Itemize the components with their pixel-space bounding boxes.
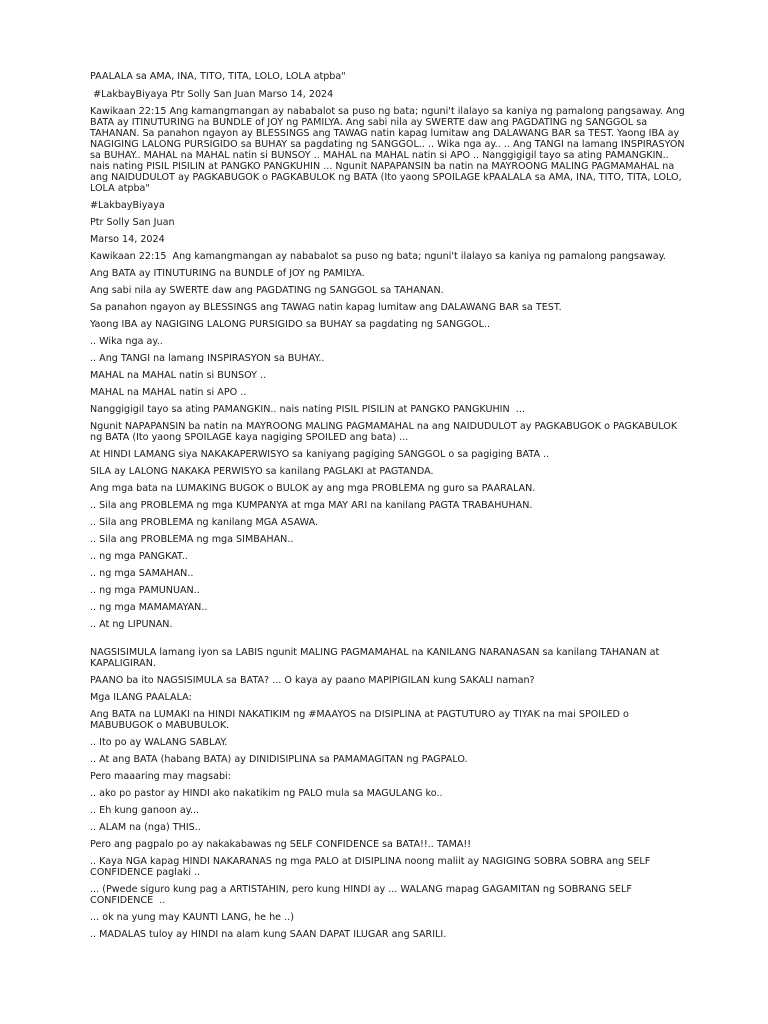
body-paragraph: .. At ng LIPUNAN. <box>90 619 173 630</box>
body-paragraph: Mga ILANG PAALALA: <box>90 692 192 703</box>
body-paragraph: At HINDI LAMANG siya NAKAKAPERWISYO sa kaniyang pagiging SANGGOL o sa pagiging BATA .. <box>90 449 550 460</box>
document-body <box>90 71 686 946</box>
body-paragraph: Ang sabi nila ay SWERTE daw ang PAGDATING ng SANGGOL sa TAHANAN. <box>90 285 444 296</box>
body-paragraph: .. ng mga PANGKAT.. <box>90 551 188 562</box>
summary-paragraph: Kawikaan 22:15 Ang kamangmangan ay nababalot sa puso ng bata; nguni't ilalayo sa kaniya ng pamalong pangsaway. Ang BATA ay ITINUTURING na BUNDLE of JOY ng PAMILYA. Ang sabi nila ay SWERTE daw ang PAGDATING ng SANGGOL sa TAHANAN. Sa panahon ngayon ay BLESSINGS ang TAWAG natin kapag lumitaw ang DALAWANG BAR sa TEST. Yaong IBA ay NAGIGING LALONG PURSIGIDO sa BUHAY sa pagdating ng SANGGOL.. .. Wika nga ay.. .. Ang TANGI na lamang INSPIRASYON sa BUHAY.. MAHAL na MAHAL natin si BUNSOY .. MAHAL na MAHAL natin si APO .. Nanggigigil tayo sa ating PAMANGKIN.. nais nating PISIL PISILIN at PANGKO PANGKUHIN ... Ngunit NAPAPANSIN ba natin na MAYROONG MALING PAGMAMAHAL na ang NAIDUDULOT ay PAGKABUGOK o PAGKABULOK ng BATA (Ito yaong SPOILAGE kPAALALA sa AMA, INA, TITO, TITA, LOLO, LOLA atpba" <box>90 106 688 194</box>
body-paragraph: .. ng mga MAMAMAYAN.. <box>90 602 208 613</box>
author-line: Ptr Solly San Juan <box>90 217 175 228</box>
body-paragraph: Ang BATA ay ITINUTURING na BUNDLE of JOY ng PAMILYA. <box>90 268 365 279</box>
body-paragraph: ... ok na yung may KAUNTI LANG, he he ..) <box>90 912 294 923</box>
body-paragraph: MAHAL na MAHAL natin si BUNSOY .. <box>90 370 267 381</box>
body-paragraph: .. MADALAS tuloy ay HINDI na alam kung SAAN DAPAT ILUGAR ang SARILI. <box>90 929 447 940</box>
body-paragraph: NAGSISIMULA lamang iyon sa LABIS ngunit MALING PAGMAMAHAL na KANILANG NARANASAN sa kanilang TAHANAN at KAPALIGIRAN. <box>90 647 663 669</box>
hashtag-author-date-line: #LakbayBiyaya Ptr Solly San Juan Marso 14, 2024 <box>90 89 334 100</box>
body-paragraph: .. Sila ang PROBLEMA ng kanilang MGA ASAWA. <box>90 517 319 528</box>
body-paragraph: .. ALAM na (nga) THIS.. <box>90 822 201 833</box>
body-paragraph: Nanggigigil tayo sa ating PAMANGKIN.. nais nating PISIL PISILIN at PANGKO PANGKUHIN ... <box>90 404 525 415</box>
body-paragraph: .. Sila ang PROBLEMA ng mga KUMPANYA at mga MAY ARI na kanilang PAGTA TRABAHUHAN. <box>90 500 533 511</box>
body-paragraph: Ang mga bata na LUMAKING BUGOK o BULOK ay ang mga PROBLEMA ng guro sa PAARALAN. <box>90 483 536 494</box>
body-paragraph: .. Kaya NGA kapag HINDI NAKARANAS ng mga PALO at DISIPLINA noong maliit ay NAGIGING SOBRA SOBRA ang SELF CONFIDENCE paglaki .. <box>90 856 654 878</box>
body-paragraph: Sa panahon ngayon ay BLESSINGS ang TAWAG natin kapag lumitaw ang DALAWANG BAR sa TEST. <box>90 302 562 313</box>
body-paragraph: Pero ang pagpalo po ay nakakabawas ng SELF CONFIDENCE sa BATA!!.. TAMA!! <box>90 839 472 850</box>
body-paragraph: ... (Pwede siguro kung pag a ARTISTAHIN, pero kung HINDI ay ... WALANG mapag GAGAMITAN ng SOBRANG SELF CONFIDENCE .. <box>90 884 635 906</box>
body-paragraph: .. ng mga PAMUNUAN.. <box>90 585 200 596</box>
body-paragraph: SILA ay LALONG NAKAKA PERWISYO sa kanilang PAGLAKI at PAGTANDA. <box>90 466 434 477</box>
body-paragraph: .. Ito po ay WALANG SABLAY. <box>90 737 228 748</box>
body-paragraph: .. ng mga SAMAHAN.. <box>90 568 194 579</box>
body-paragraph: .. ako po pastor ay HINDI ako nakatikim ng PALO mula sa MAGULANG ko.. <box>90 788 443 799</box>
body-paragraph: Yaong IBA ay NAGIGING LALONG PURSIGIDO sa BUHAY sa pagdating ng SANGGOL.. <box>90 319 491 330</box>
body-paragraph: .. Ang TANGI na lamang INSPIRASYON sa BUHAY.. <box>90 353 325 364</box>
body-paragraph: .. Wika nga ay.. <box>90 336 163 347</box>
hashtag-line: #LakbayBiyaya <box>90 200 165 211</box>
body-paragraph: .. Eh kung ganoon ay... <box>90 805 200 816</box>
body-paragraph: Ngunit NAPAPANSIN ba natin na MAYROONG MALING PAGMAMAHAL na ang NAIDUDULOT ay PAGKABUGOK o PAGKABULOK ng BATA (Ito yaong SPOILAGE kaya nagiging SPOILED ang bata) ... <box>90 421 681 443</box>
body-paragraph: Pero maaaring may magsabi: <box>90 771 231 782</box>
body-paragraph: Ang BATA na LUMAKI na HINDI NAKATIKIM ng #MAAYOS na DISIPLINA at PAGTUTURO ay TIYAK na mai SPOILED o MABUBUGOK o MABUBULOK. <box>90 709 632 731</box>
document-heading: PAALALA sa AMA, INA, TITO, TITA, LOLO, LOLA atpba" <box>90 71 346 82</box>
date-line: Marso 14, 2024 <box>90 234 165 245</box>
body-paragraph: PAANO ba ito NAGSISIMULA sa BATA? ... O kaya ay paano MAPIPIGILAN kung SAKALI naman? <box>90 675 535 686</box>
body-paragraph: .. At ang BATA (habang BATA) ay DINIDISIPLINA sa PAMAMAGITAN ng PAGPALO. <box>90 754 468 765</box>
scripture-verse: Kawikaan 22:15 Ang kamangmangan ay nababalot sa puso ng bata; nguni't ilalayo sa kaniya ng pamalong pangsaway. <box>90 251 666 262</box>
body-paragraph: .. Sila ang PROBLEMA ng mga SIMBAHAN.. <box>90 534 294 545</box>
body-paragraph: MAHAL na MAHAL natin si APO .. <box>90 387 247 398</box>
